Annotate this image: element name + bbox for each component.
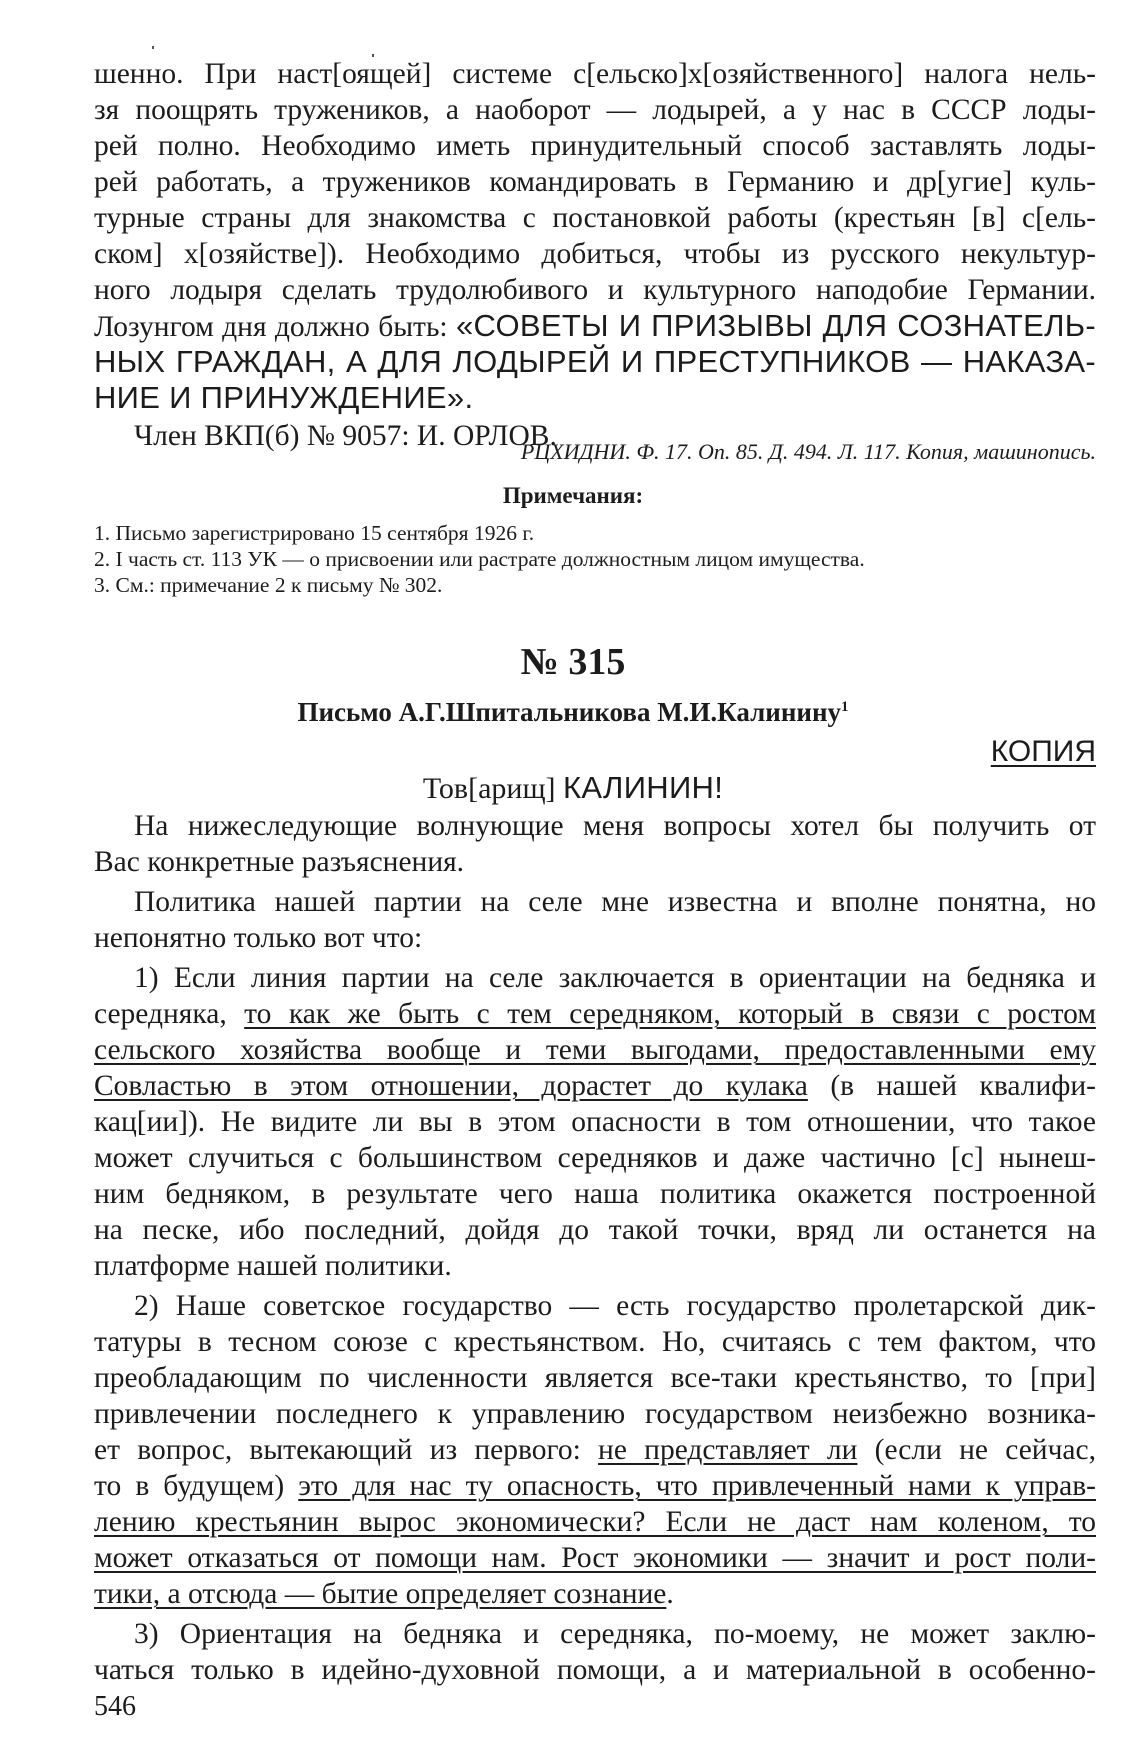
text-line: На нижеследующие волнующие меня вопросы хотел бы получить от [134,810,1096,842]
text-line [94,1032,1096,1068]
underlined-text: тики, а отсюда — бытие определяет сознание [94,1578,667,1610]
signature [134,418,557,454]
footnote-marker: 1 [841,699,849,715]
text-line: рей работать, а тружеников командировать в Германию и др[угие] куль- [94,166,1096,198]
text-line [94,1068,1096,1104]
underlined-text: то как же быть с тем середняком, который в связи с ростом [244,998,1096,1030]
text-line: ним бедняком, в результате чего наша политика окажется построенной [94,1178,1096,1210]
slogan-text: «СОВЕТЫ И ПРИЗЫВЫ ДЛЯ СОЗНАТЕЛЬ- [455,308,1096,343]
text-line: 3) Ориентация на бедняка и середняка, по-моему, не может заклю- [134,1618,1096,1650]
text-line: турные страны для знакомства с постановкой работы (крестьян [в] с[ель- [94,202,1096,234]
text-line [94,996,1096,1032]
note-item: 1. Письмо зарегистрировано 15 сентября 1926 г. [94,521,535,545]
text-span: то в будущем) [94,1470,299,1502]
text-line: Политика нашей партии на селе мне известна и вполне понятна, но [134,886,1096,918]
underlined-text: лению крестьянин вырос экономически? Если не даст нам коленом, то [94,1506,1096,1538]
slogan-line: НЫХ ГРАЖДАН, А ДЛЯ ЛОДЫРЕЙ И ПРЕСТУПНИКОВ — НАКАЗА- [94,344,1096,379]
signature-text: Член ВКП(б) № 9057: И. ОРЛОВ. [134,420,557,452]
underlined-text: это для нас ту опасность, что привлеченный нами к управ- [298,1470,1096,1502]
slogan-line [94,308,1096,345]
text-line [94,1540,1096,1576]
text-line: кац[ии]). Не видите ли вы в этом опасности в том отношении, что такое [94,1106,1096,1138]
text-line: ного лодыря сделать трудолюбивого и культурного наподобие Германии. [94,274,1096,306]
document-number: № 315 [520,641,626,683]
scan-speck [152,46,154,49]
text-line: ском] х[озяйстве]). Необходимо добиться, чтобы из русского некультур- [94,238,1096,270]
text-span: ет вопрос, вытекающий из первого: [94,1434,599,1466]
underlined-text: Совластью в этом отношении, дорастет до кулака [94,1070,808,1102]
underlined-text: может отказаться от помощи нам. Рост экономики — значит и рост поли- [94,1542,1096,1574]
text-span: середняка, [94,998,245,1030]
greeting [0,770,1146,807]
text-line: платформе нашей политики. [94,1250,452,1282]
underlined-text: не представляет ли [598,1434,858,1466]
text-line: татуры в тесном союзе с крестьянством. Но, считаясь с тем фактом, что [94,1326,1096,1358]
note-item: 3. См.: примечание 2 к письму № 302. [94,573,443,597]
archive-source: РЦХИДНИ. Ф. 17. Оп. 85. Д. 494. Л. 117. Копия, машинопись. [520,439,1096,464]
text-line: непонятно только вот что: [94,922,423,954]
greeting-prefix: Тов[арищ] [422,772,564,805]
slogan-line: НИЕ И ПРИНУЖДЕНИЕ». [94,380,474,415]
text-line [94,1504,1096,1540]
page-number: 546 [94,1691,136,1722]
text-line: может случиться с большинством середняков и даже частично [с] нынеш- [94,1142,1096,1174]
slogan-lead: Лозунгом дня должно быть: [94,311,456,343]
text-line [94,1576,1096,1612]
text-line: 1) Если линия партии на селе заключается в ориентации на бедняка и [134,962,1096,994]
document-title-text: Письмо А.Г.Шпитальникова М.И.Калинину [297,697,842,727]
underlined-text: сельского хозяйства вообще и теми выгодами, предоставленными ему [94,1034,1096,1066]
text-line [94,1432,1096,1468]
text-line: привлечении последнего к управлению государством неизбежно возника- [94,1398,1096,1430]
text-line [94,1468,1096,1504]
text-line: на песке, ибо последний, дойдя до такой точки, вряд ли останется на [94,1214,1096,1246]
text-line: 2) Наше советское государство — есть государство пролетарской дик- [134,1290,1096,1322]
text-line: чаться только в идейно-духовной помощи, а и материальной в особенно- [94,1654,1096,1686]
copy-mark [991,734,1096,770]
text-span: (если не сейчас, [857,1434,1096,1466]
greeting-name: КАЛИНИН! [563,770,724,805]
copy-mark-text: КОПИЯ [990,735,1096,768]
text-span: . [666,1578,674,1610]
note-item: 2. I часть ст. 113 УК — о присвоении или растрате должностным лицом имущества. [94,547,865,571]
document-title [0,690,1146,729]
text-line: преобладающим по численности является все-таки крестьянство, то [при] [94,1362,1096,1394]
text-line: рей полно. Необходимо иметь принудительный способ заставлять лоды- [94,130,1096,162]
notes-title: Примечания: [502,483,644,508]
text-line: шенно. При наст[оящей] системе с[ельско]х[озяйственного] налога нель- [94,58,1096,90]
text-line: зя поощрять тружеников, а наоборот — лодырей, а у нас в СССР лоды- [94,94,1096,126]
text-line: Вас конкретные разъяснения. [94,846,465,878]
text-span: (в нашей квалифи- [807,1070,1096,1102]
